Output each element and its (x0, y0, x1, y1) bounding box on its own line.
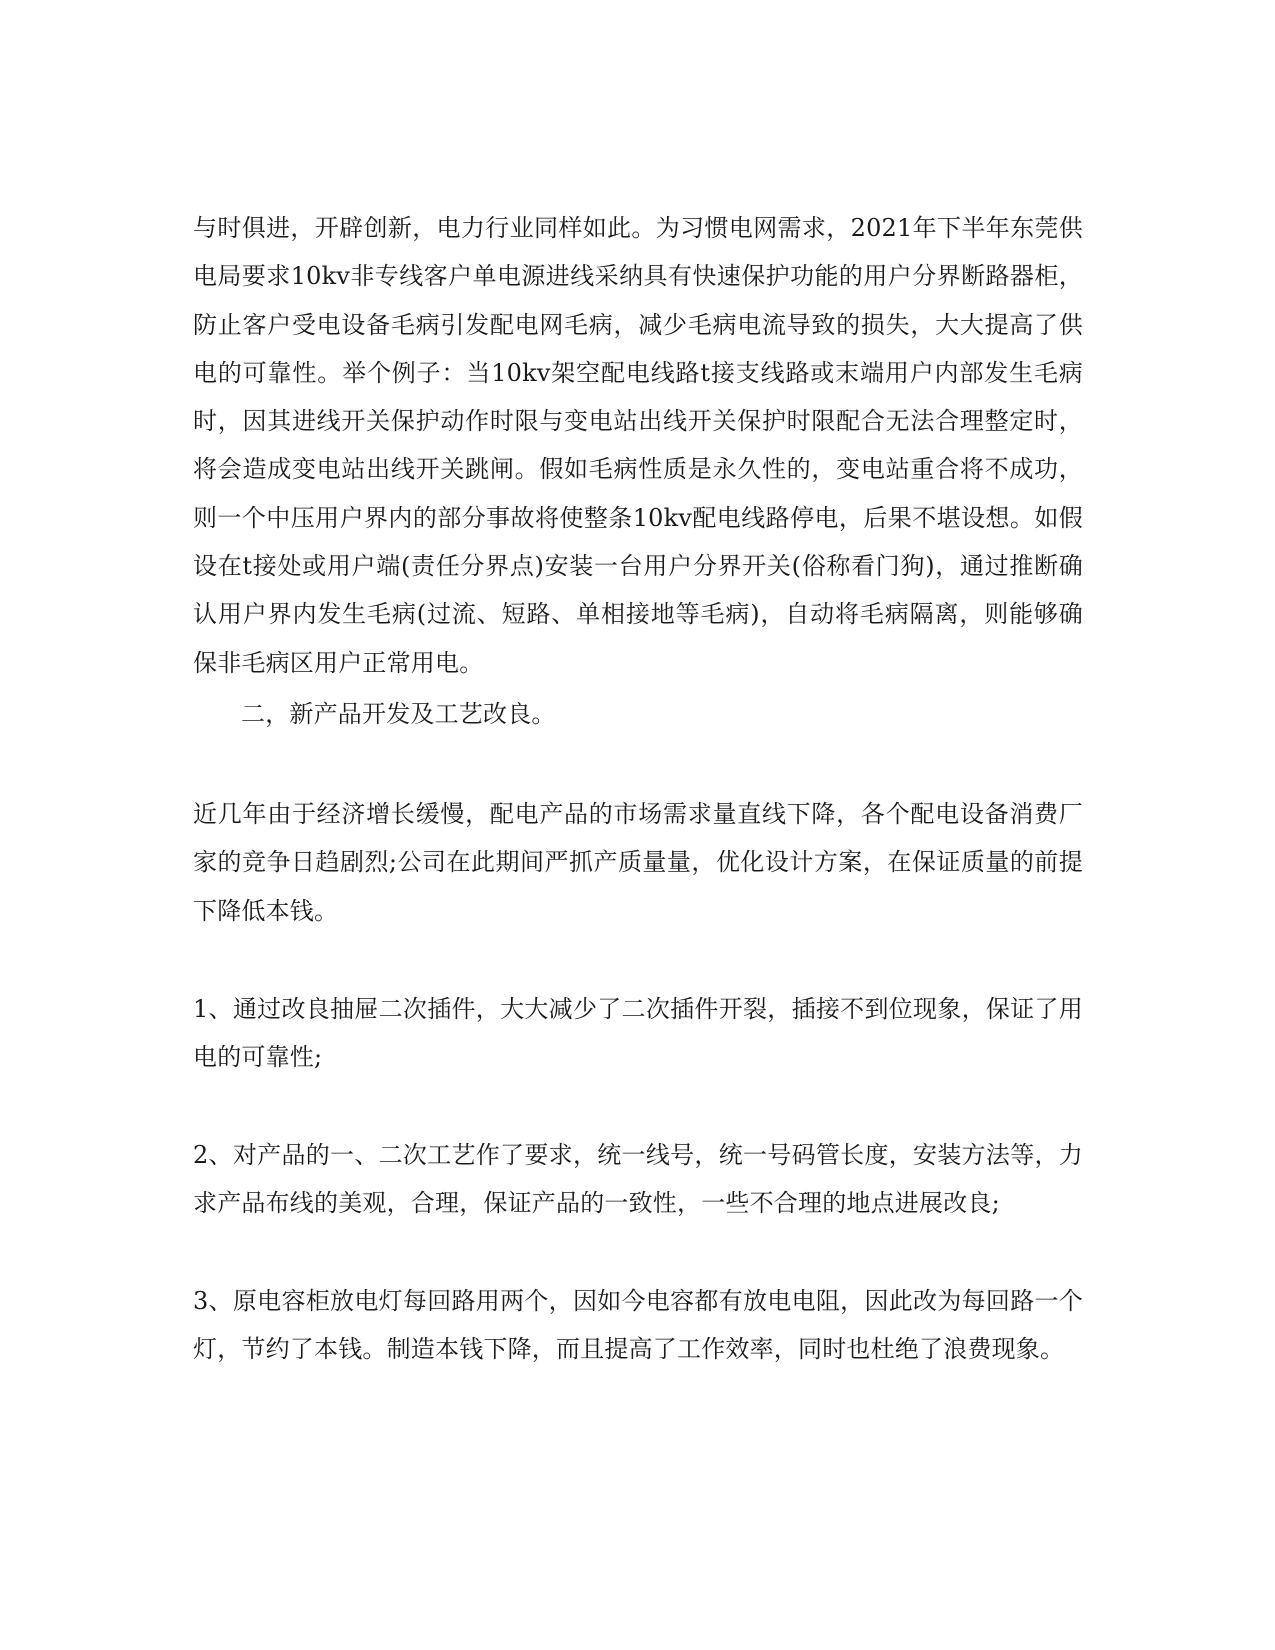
section-heading: 二，新产品开发及工艺改良。 (241, 700, 556, 728)
body-paragraph-intro: 与时俱进，开辟创新，电力行业同样如此。为习惯电网需求，2021年下半年东莞供电局要求10kv非专线客户单电源进线采纳具有快速保护功能的用户分界断路器柜，防止客户受电设备毛病引发配电网毛病，减少毛病电流导致的损失，大大提高了供电的可靠性。举个例子：当10kv架空配电线路t接支线路或末端用户内部发生毛病时，因其进线开关保护动作时限与变电站出线开关保护时限配合无法合理整定时，将会造成变电站出线开关跳闸。假如毛病性质是永久性的，变电站重合将不成功，则一个中压用户界内的部分事故将使整条10kv配电线路停电，后果不堪设想。如假设在t接处或用户端(责任分界点)安装一台用户分界开关(俗称看门狗)，通过推断确认用户界内发生毛病(过流、短路、单相接地等毛病)，自动将毛病隔离，则能够确保非毛病区用户正常用电。 (193, 214, 1083, 677)
list-item-3: 3、原电容柜放电灯每回路用两个，因如今电容都有放电电阻，因此改为每回路一个灯，节约了本钱。制造本钱下降，而且提高了工作效率，同时也杜绝了浪费现象。 (193, 1287, 1083, 1364)
body-paragraph-market: 近几年由于经济增长缓慢，配电产品的市场需求量直线下降，各个配电设备消费厂家的竞争日趋剧烈;公司在此期间严抓产质量量，优化设计方案，在保证质量的前提下降低本钱。 (193, 800, 1083, 925)
list-item-1: 1、通过改良抽屉二次插件，大大减少了二次插件开裂，插接不到位现象，保证了用电的可靠性; (193, 995, 1083, 1072)
list-item-2: 2、对产品的一、二次工艺作了要求，统一线号，统一号码管长度，安装方法等，力求产品布线的美观，合理，保证产品的一致性，一些不合理的地点进展改良; (193, 1141, 1083, 1218)
